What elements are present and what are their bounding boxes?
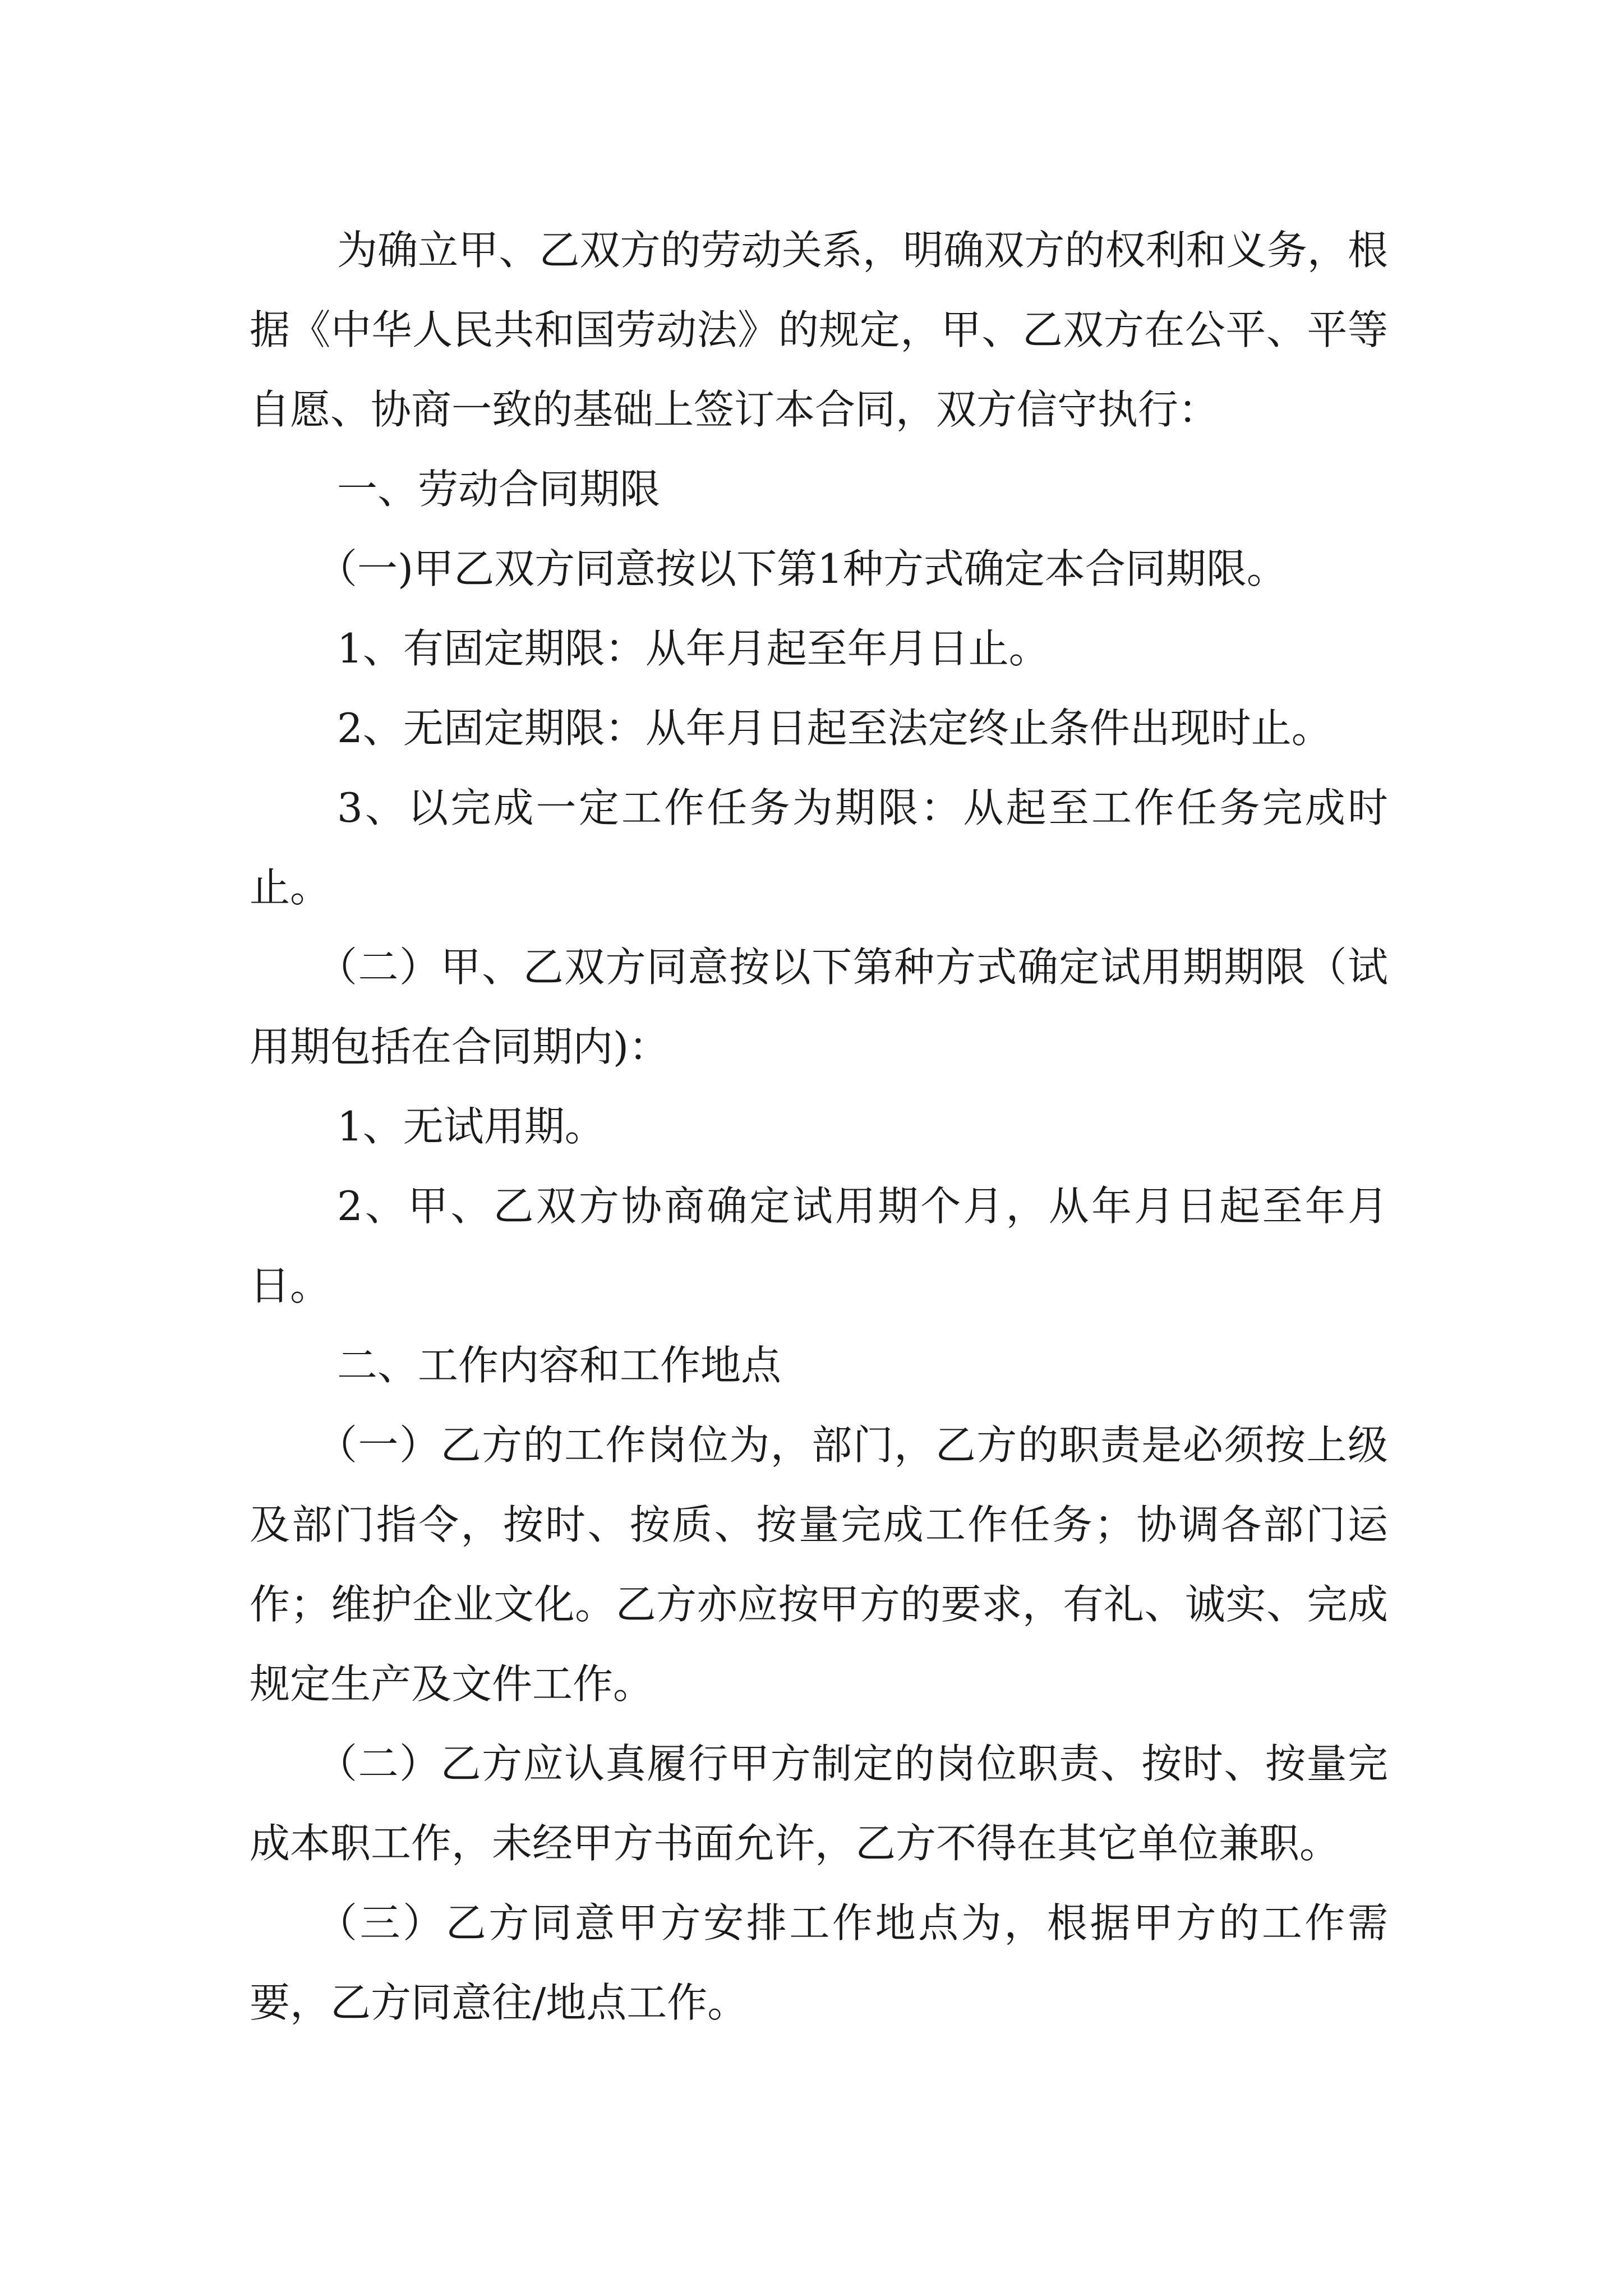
section-heading-contract-term: 一、劳动合同期限 xyxy=(337,466,661,513)
clause-duties: （二）乙方应认真履行甲方制定的岗位职责、按时、按量完成本职工作，未经甲方书面允许，乙方不得在其它单位兼职。 xyxy=(250,1740,1388,1867)
clause-task-term: 3、以完成一定工作任务为期限：从起至工作任务完成时止。 xyxy=(250,784,1388,911)
contract-body xyxy=(250,210,1388,2042)
clause-term-method: （一)甲乙双方同意按以下第1种方式确定本合同期限。 xyxy=(317,545,1287,592)
clause-job-position: （一）乙方的工作岗位为，部门，乙方的职责是必须按上级及部门指令，按时、按质、按量完成工作任务；协调各部门运作；维护企业文化。乙方亦应按甲方的要求，有礼、诚实、完成规定生产及文件工作。 xyxy=(250,1421,1388,1708)
clause-probation-method: （二）甲、乙双方同意按以下第种方式确定试用期期限（试用期包括在合同期内)： xyxy=(250,944,1388,1070)
preamble-paragraph: 为确立甲、乙双方的劳动关系，明确双方的权利和义务，根据《中华人民共和国劳动法》的规定，甲、乙双方在公平、平等自愿、协商一致的基础上签订本合同，双方信守执行： xyxy=(250,227,1388,433)
clause-fixed-term: 1、有固定期限：从年月起至年月日止。 xyxy=(337,625,1049,672)
clause-work-location: （三）乙方同意甲方安排工作地点为，根据甲方的工作需要，乙方同意往/地点工作。 xyxy=(250,1899,1388,2026)
clause-no-probation: 1、无试用期。 xyxy=(337,1103,605,1150)
clause-probation-period: 2、甲、乙双方协商确定试用期个月，从年月日起至年月日。 xyxy=(250,1182,1388,1309)
clause-open-term: 2、无固定期限：从年月日起至法定终止条件出现时止。 xyxy=(337,705,1332,752)
section-heading-work-content: 二、工作内容和工作地点 xyxy=(337,1342,782,1389)
